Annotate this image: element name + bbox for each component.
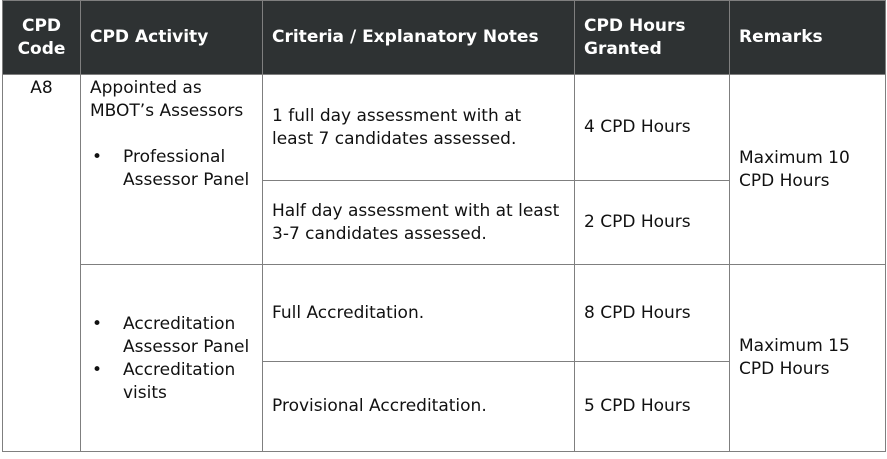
activity-title-line1: Appointed as [90,78,202,98]
table-row [3,265,886,362]
activity-assessors-cell [81,75,263,265]
hours-cell: 2 CPD Hours [575,181,730,265]
header-cpd-code-line1: CPD [21,15,62,36]
list-item: • Accreditation visits [90,359,253,405]
header-cpd-code-line2: Code [17,38,66,59]
header-cpd-hours-line1: CPD Hours [584,15,686,36]
header-criteria: Criteria / Explanatory Notes [263,1,575,75]
cpd-code-cell: A8 [3,75,81,452]
hours-cell: 4 CPD Hours [575,75,730,181]
header-cpd-hours [575,1,730,75]
remarks-cell: Maximum 10 CPD Hours [730,75,886,265]
header-remarks: Remarks [730,1,886,75]
criteria-cell: Provisional Accreditation. [263,362,575,452]
activity-title-line2: MBOT’s Assessors [90,101,244,121]
hours-cell: 8 CPD Hours [575,265,730,362]
activity-accreditation-cell [81,265,263,452]
header-cpd-hours-line2: Granted [584,38,662,59]
criteria-cell: 1 full day assessment with at least 7 candidates assessed. [263,75,575,181]
list-item: • Accreditation Assessor Panel [90,313,253,359]
hours-cell: 5 CPD Hours [575,362,730,452]
criteria-cell: Half day assessment with at least 3-7 candidates assessed. [263,181,575,265]
criteria-cell: Full Accreditation. [263,265,575,362]
table-row [3,75,886,181]
list-item: • Professional Assessor Panel [90,146,253,192]
header-cpd-activity: CPD Activity [81,1,263,75]
remarks-cell: Maximum 15 CPD Hours [730,265,886,452]
table-header-row [3,1,886,75]
activity-bullet-list [90,313,253,405]
cpd-activity-table [2,0,886,452]
activity-bullet-list [90,146,253,192]
header-cpd-code [3,1,81,75]
